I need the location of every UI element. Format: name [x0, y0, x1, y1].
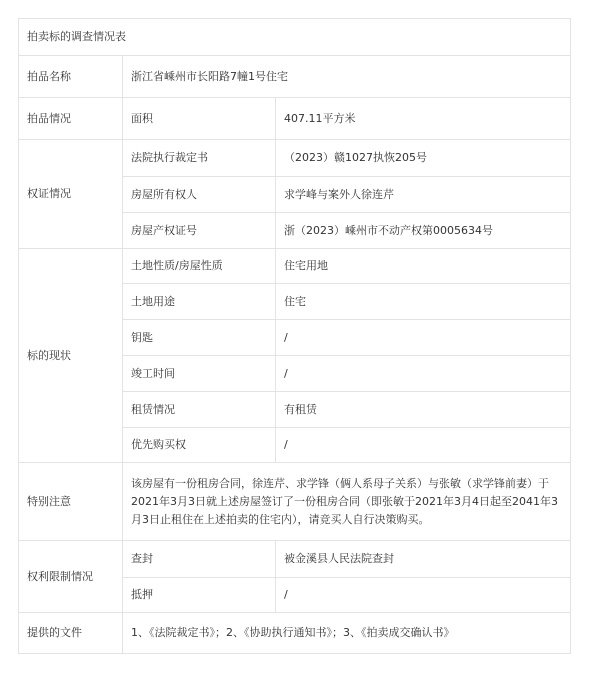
ownership-value: 求学峰与案外人徐连芹	[276, 177, 571, 213]
ownership-value: （2023）赣1027执恢205号	[276, 140, 571, 177]
item-name-label: 拍品名称	[19, 56, 123, 98]
documents-label: 提供的文件	[19, 613, 123, 654]
status-field: 优先购买权	[123, 428, 276, 463]
status-field: 租赁情况	[123, 392, 276, 428]
table-row	[19, 613, 571, 654]
item-info-label: 拍品情况	[19, 98, 123, 140]
item-name-value: 浙江省嵊州市长阳路7幢1号住宅	[123, 56, 571, 98]
ownership-label: 权证情况	[19, 140, 123, 249]
ownership-field: 房屋产权证号	[123, 213, 276, 249]
table-row	[19, 140, 571, 177]
status-value: 住宅用地	[276, 249, 571, 284]
restriction-value: 被金溪县人民法院查封	[276, 541, 571, 578]
status-value: /	[276, 320, 571, 356]
status-value: 住宅	[276, 284, 571, 320]
table-row	[19, 98, 571, 140]
documents-value: 1、《法院裁定书》；2、《协助执行通知书》；3、《拍卖成交确认书》	[123, 613, 571, 654]
restriction-value: /	[276, 578, 571, 613]
status-field: 竣工时间	[123, 356, 276, 392]
status-field: 钥匙	[123, 320, 276, 356]
table-row	[19, 541, 571, 578]
status-field: 土地用途	[123, 284, 276, 320]
restrictions-label: 权利限制情况	[19, 541, 123, 613]
table-row	[19, 56, 571, 98]
status-value: /	[276, 356, 571, 392]
status-label: 标的现状	[19, 249, 123, 463]
status-value: /	[276, 428, 571, 463]
table-row	[19, 249, 571, 284]
area-value: 407.11平方米	[276, 98, 571, 140]
auction-survey-table	[18, 18, 571, 654]
ownership-field: 法院执行裁定书	[123, 140, 276, 177]
ownership-field: 房屋所有权人	[123, 177, 276, 213]
special-note-label: 特别注意	[19, 463, 123, 541]
restriction-field: 查封	[123, 541, 276, 578]
special-note-text: 该房屋有一份租房合同，徐连芹、求学锋（俩人系母子关系）与张敏（求学锋前妻）于2021年3月3日就上述房屋签订了一份租房合同（即张敏于2021年3月4日起至2041年3月3日止租住在上述拍卖的住宅内），请竞买人自行决策购买。	[123, 463, 571, 541]
table-row	[19, 463, 571, 541]
table-title: 拍卖标的调查情况表	[19, 19, 571, 56]
area-field: 面积	[123, 98, 276, 140]
ownership-value: 浙（2023）嵊州市不动产权第0005634号	[276, 213, 571, 249]
status-value: 有租赁	[276, 392, 571, 428]
status-field: 土地性质/房屋性质	[123, 249, 276, 284]
table-title-row	[19, 19, 571, 56]
restriction-field: 抵押	[123, 578, 276, 613]
